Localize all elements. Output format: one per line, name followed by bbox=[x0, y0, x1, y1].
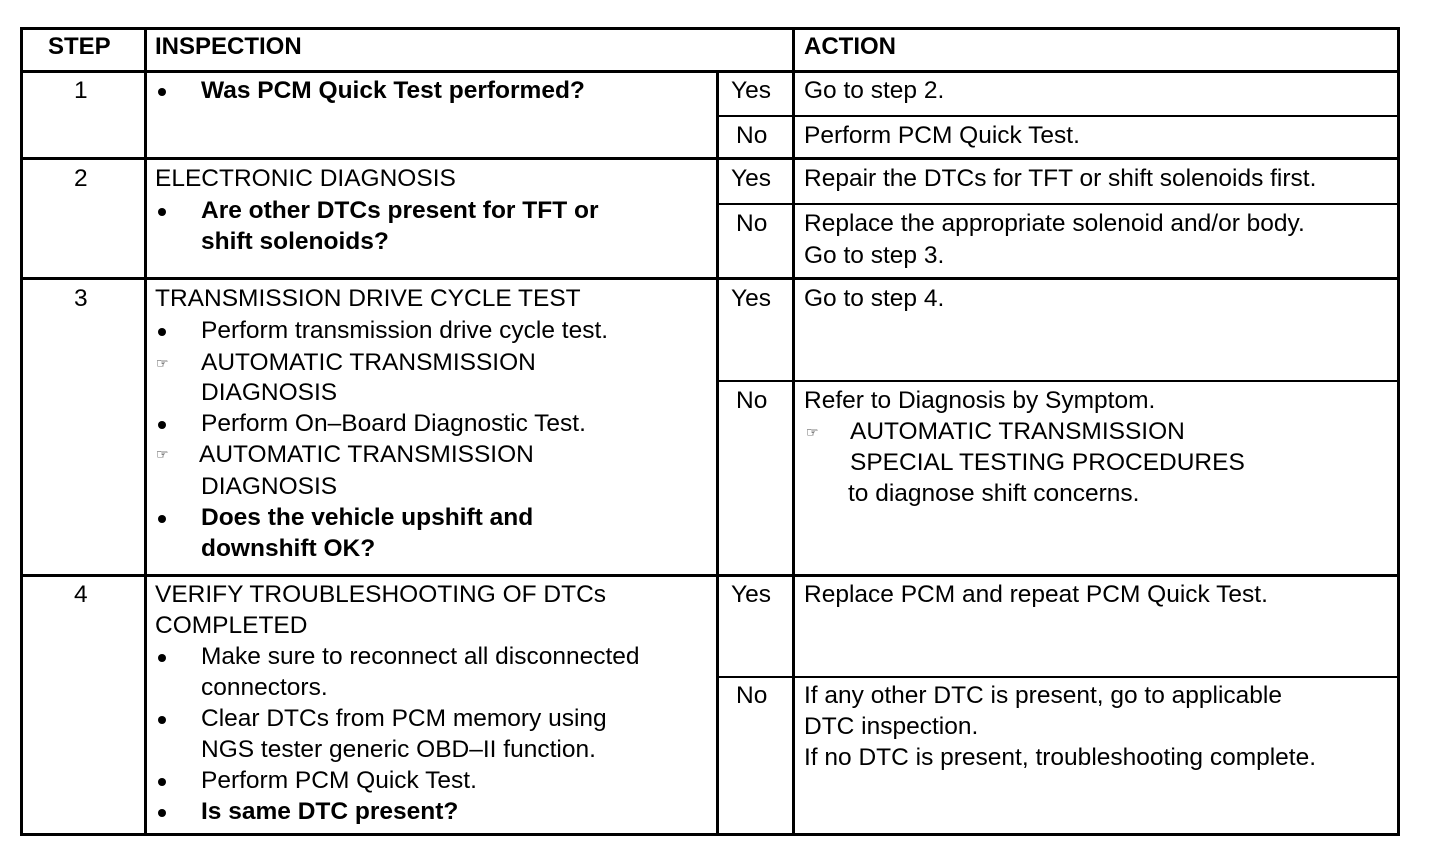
bullet bbox=[158, 515, 166, 523]
step-2-number: 2 bbox=[74, 165, 88, 192]
bullet bbox=[158, 88, 166, 96]
step-2-question-line2: shift solenoids? bbox=[201, 228, 389, 255]
table-border-right bbox=[1397, 27, 1400, 836]
reference-hand-icon: ☞ bbox=[806, 424, 818, 440]
step-4-item1-line2: connectors. bbox=[201, 674, 328, 701]
step-3-item1: Perform transmission drive cycle test. bbox=[201, 317, 609, 344]
step-4-title-line2: COMPLETED bbox=[155, 612, 308, 639]
step-3-yes-label: Yes bbox=[731, 285, 771, 312]
bullet bbox=[158, 208, 166, 216]
step-1-no-action: Perform PCM Quick Test. bbox=[804, 122, 1080, 149]
step-2-title: ELECTRONIC DIAGNOSIS bbox=[155, 165, 456, 192]
step-3-question-line1: Does the vehicle upshift and bbox=[201, 504, 534, 531]
step-2-yes-label: Yes bbox=[731, 165, 771, 192]
row2-yesno-divider bbox=[718, 203, 1400, 205]
step-3-no-action-line2: to diagnose shift concerns. bbox=[848, 480, 1140, 507]
row4-yesno-divider bbox=[718, 676, 1400, 678]
bullet bbox=[158, 328, 166, 336]
step-3-ref2-line1: AUTOMATIC TRANSMISSION bbox=[199, 441, 534, 468]
step-3-no-ref-line2: SPECIAL TESTING PROCEDURES bbox=[850, 449, 1245, 476]
header-step: STEP bbox=[48, 33, 111, 60]
step-3-ref1-line1: AUTOMATIC TRANSMISSION bbox=[201, 349, 536, 376]
row3-bottom bbox=[20, 574, 1400, 577]
step-3-title: TRANSMISSION DRIVE CYCLE TEST bbox=[155, 285, 581, 312]
step-3-yes-action: Go to step 4. bbox=[804, 285, 945, 312]
bullet bbox=[158, 809, 166, 817]
step-4-no-action-line2: DTC inspection. bbox=[804, 713, 979, 740]
step-4-question: Is same DTC present? bbox=[201, 798, 459, 825]
step-1-number: 1 bbox=[74, 77, 88, 104]
step-3-item2: Perform On–Board Diagnostic Test. bbox=[201, 410, 586, 437]
step-4-no-action-line1: If any other DTC is present, go to applicable bbox=[804, 682, 1283, 709]
step-4-number: 4 bbox=[74, 581, 88, 608]
header-action: ACTION bbox=[804, 33, 896, 60]
action-divider bbox=[792, 27, 795, 836]
reference-hand-icon: ☞ bbox=[156, 355, 168, 371]
table-border-bottom bbox=[20, 833, 1400, 836]
row3-yesno-divider bbox=[718, 380, 1400, 382]
step-4-item2-line1: Clear DTCs from PCM memory using bbox=[201, 705, 607, 732]
step-2-question-line1: Are other DTCs present for TFT or bbox=[201, 197, 599, 224]
bullet bbox=[158, 778, 166, 786]
step-3-question-line2: downshift OK? bbox=[201, 535, 376, 562]
table-border-left bbox=[20, 27, 23, 836]
bullet bbox=[158, 654, 166, 662]
step-4-item3: Perform PCM Quick Test. bbox=[201, 767, 477, 794]
header-divider bbox=[20, 70, 1400, 73]
bullet bbox=[158, 421, 166, 429]
header-inspection: INSPECTION bbox=[155, 33, 302, 60]
step-3-ref1-line2: DIAGNOSIS bbox=[201, 379, 338, 406]
table-border-top bbox=[20, 27, 1400, 30]
step-2-no-action-line1: Replace the appropriate solenoid and/or body. bbox=[804, 210, 1305, 237]
step-4-item1-line1: Make sure to reconnect all disconnected bbox=[201, 643, 640, 670]
step-3-no-label: No bbox=[736, 387, 768, 414]
step-4-no-label: No bbox=[736, 682, 768, 709]
step-3-ref2-line2: DIAGNOSIS bbox=[201, 473, 338, 500]
step-1-yes-action: Go to step 2. bbox=[804, 77, 945, 104]
row2-bottom bbox=[20, 277, 1400, 280]
yesno-divider bbox=[716, 71, 719, 836]
step-4-no-action-line3: If no DTC is present, troubleshooting complete. bbox=[804, 744, 1317, 771]
step-2-no-action-line2: Go to step 3. bbox=[804, 242, 945, 269]
step-4-yes-action: Replace PCM and repeat PCM Quick Test. bbox=[804, 581, 1268, 608]
row1-bottom bbox=[20, 157, 1400, 160]
step-2-yes-action: Repair the DTCs for TFT or shift solenoids first. bbox=[804, 165, 1317, 192]
step-4-item2-line2: NGS tester generic OBD–II function. bbox=[201, 736, 596, 763]
step-2-no-label: No bbox=[736, 210, 768, 237]
step-4-title-line1: VERIFY TROUBLESHOOTING OF DTCs bbox=[155, 581, 607, 608]
row1-yesno-divider bbox=[718, 115, 1400, 117]
step-3-number: 3 bbox=[74, 285, 88, 312]
step-1-yes-label: Yes bbox=[731, 77, 771, 104]
reference-hand-icon: ☞ bbox=[156, 446, 168, 462]
step-4-yes-label: Yes bbox=[731, 581, 771, 608]
step-3-no-action-line1: Refer to Diagnosis by Symptom. bbox=[804, 387, 1156, 414]
step-3-no-ref-line1: AUTOMATIC TRANSMISSION bbox=[850, 418, 1185, 445]
step-1-no-label: No bbox=[736, 122, 768, 149]
step-1-question: Was PCM Quick Test performed? bbox=[201, 77, 585, 104]
bullet bbox=[158, 716, 166, 724]
step-divider bbox=[144, 27, 147, 836]
